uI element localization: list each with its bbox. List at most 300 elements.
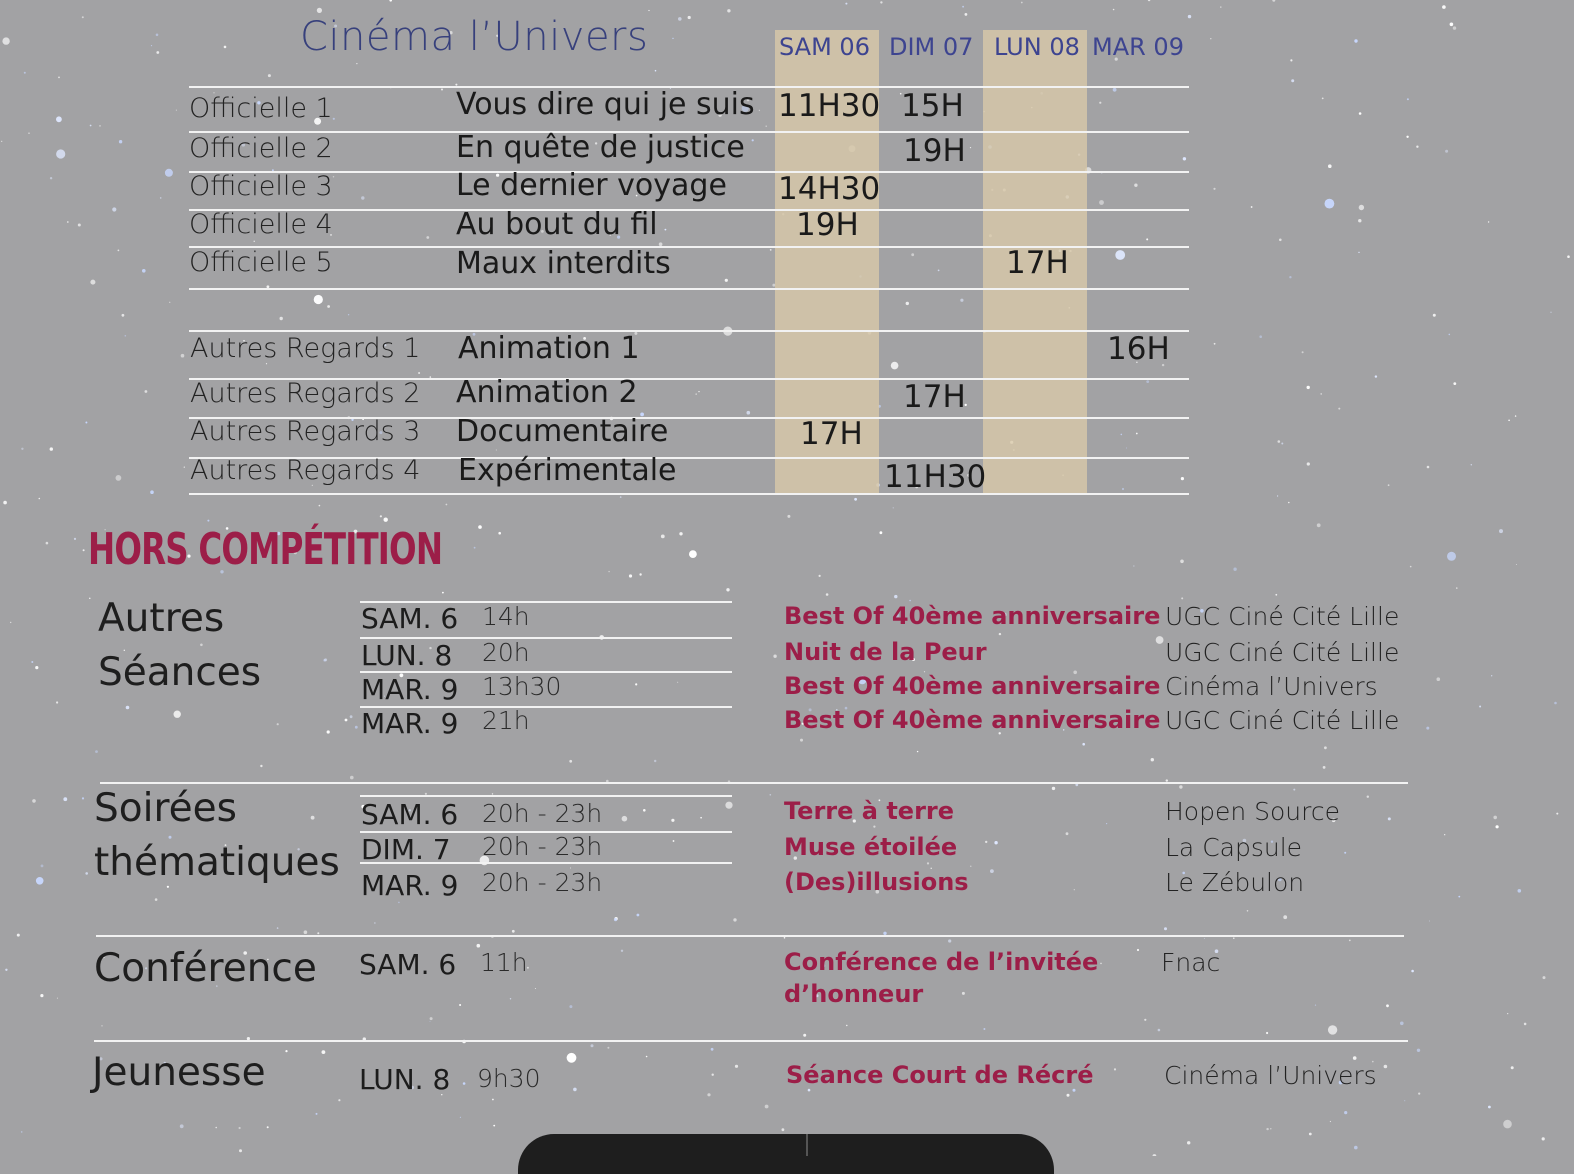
star (1429, 921, 1430, 922)
star (787, 515, 790, 518)
star (1156, 636, 1164, 644)
star (1213, 188, 1215, 190)
star (1427, 466, 1430, 469)
star (426, 236, 429, 239)
star (629, 574, 632, 577)
event-title: Best Of 40ème anniversaire (784, 706, 1161, 734)
star (1188, 15, 1191, 18)
event-date: MAR. 9 (361, 707, 459, 740)
star (1524, 1023, 1527, 1026)
star (498, 532, 501, 535)
star (1290, 59, 1292, 61)
star (1507, 1013, 1508, 1014)
star (1375, 375, 1377, 377)
star (845, 3, 847, 5)
star (512, 930, 515, 933)
star (1136, 433, 1138, 435)
star (57, 998, 58, 999)
star (165, 169, 173, 177)
star (622, 816, 628, 822)
star (1447, 552, 1456, 561)
event-date: SAM. 6 (361, 602, 459, 635)
group-title-soirees-thematiques: Soirées thématiques (94, 786, 340, 885)
star (82, 16, 84, 18)
star (122, 314, 125, 317)
star (156, 51, 159, 54)
star (1137, 949, 1139, 951)
star (41, 865, 44, 868)
star (267, 1126, 269, 1128)
section-divider (96, 935, 1404, 937)
star (970, 866, 971, 867)
star (374, 922, 375, 923)
star (1146, 238, 1148, 240)
star (1411, 970, 1414, 973)
star (678, 17, 682, 21)
star (1493, 816, 1497, 820)
star (1433, 314, 1436, 317)
star (962, 6, 964, 8)
star (1121, 434, 1123, 436)
star (207, 520, 209, 522)
star (1146, 380, 1149, 383)
star (1388, 817, 1391, 820)
showtime: 11H30 (884, 459, 987, 495)
group-rule (360, 795, 732, 797)
star (698, 391, 699, 392)
star (1100, 963, 1102, 965)
group-title-conference: Conférence (94, 946, 317, 991)
showtime: 17H (1006, 245, 1069, 281)
star (671, 819, 674, 822)
star (752, 139, 754, 141)
star (1511, 1066, 1514, 1069)
star (983, 1028, 985, 1030)
star (1220, 6, 1221, 7)
star (1543, 976, 1546, 979)
star (1323, 766, 1326, 769)
event-time: 20h - 23h (482, 832, 603, 861)
star (277, 723, 279, 725)
event-venue: Fnac (1161, 948, 1221, 977)
event-time: 20h (482, 638, 530, 667)
star (643, 809, 646, 812)
bottom-bar-divider (806, 1134, 808, 1156)
star (673, 840, 675, 842)
star (1272, 0, 1275, 2)
star (82, 797, 84, 799)
star (442, 592, 444, 594)
star (10, 622, 11, 623)
star (356, 63, 357, 64)
star (733, 918, 736, 921)
star (176, 110, 177, 111)
star (314, 295, 323, 304)
event-time: 20h - 23h (482, 799, 603, 828)
star (803, 1034, 806, 1037)
star (46, 542, 49, 545)
event-time: 11h (480, 948, 528, 977)
star (89, 598, 90, 599)
star (1358, 219, 1361, 222)
star (1, 141, 2, 142)
star (116, 475, 122, 481)
star (826, 593, 829, 596)
star (150, 490, 154, 494)
star (1518, 889, 1522, 893)
star (384, 518, 388, 522)
event-time: 9h30 (477, 1064, 541, 1093)
event-date: MAR. 9 (361, 869, 459, 902)
star (1444, 834, 1445, 835)
showtime: 19H (796, 207, 859, 243)
star (1052, 787, 1055, 790)
star (648, 10, 649, 11)
star (39, 498, 41, 500)
star (1106, 823, 1107, 824)
star (324, 658, 327, 661)
star (350, 715, 353, 718)
star (430, 1021, 431, 1022)
star (1210, 38, 1211, 39)
star (441, 89, 443, 91)
star (1328, 1025, 1337, 1034)
star (819, 575, 821, 577)
star (1187, 1141, 1190, 1144)
star (1515, 415, 1516, 416)
star (735, 1065, 738, 1068)
star (938, 270, 940, 272)
star (280, 317, 283, 320)
star (1386, 1004, 1389, 1007)
star (1499, 529, 1503, 533)
star (285, 1050, 287, 1052)
star (567, 1053, 577, 1063)
star (655, 70, 657, 72)
star (707, 1093, 710, 1096)
event-date: LUN. 8 (361, 639, 453, 672)
table-rule (189, 493, 1189, 495)
star (85, 872, 88, 875)
event-time: 20h - 23h (482, 868, 603, 897)
star (1367, 796, 1369, 798)
star (67, 221, 69, 223)
star (142, 269, 146, 273)
star (327, 305, 330, 308)
star (999, 633, 1001, 635)
star (894, 595, 897, 598)
star (50, 177, 52, 179)
star (569, 760, 572, 763)
star (637, 914, 640, 917)
event-date: DIM. 7 (361, 833, 451, 866)
star (646, 1056, 648, 1058)
star (970, 147, 971, 148)
star (174, 711, 181, 718)
star (672, 38, 673, 39)
star (1309, 1133, 1312, 1136)
star (477, 944, 481, 948)
star (1404, 1100, 1405, 1101)
star (1359, 205, 1364, 210)
showtime: 11H30 (778, 88, 881, 124)
star (56, 149, 65, 158)
event-venue: UGC Ciné Cité Lille (1165, 602, 1400, 631)
star (689, 550, 697, 558)
star (155, 898, 158, 901)
star (1338, 408, 1340, 410)
star (90, 125, 92, 127)
star (727, 9, 730, 12)
star (224, 46, 227, 49)
star (460, 1117, 461, 1118)
table-rule (189, 330, 1189, 332)
event-venue: Le Zébulon (1165, 868, 1305, 897)
star (1181, 477, 1184, 480)
star (782, 1128, 785, 1131)
star (319, 505, 321, 507)
star (1442, 5, 1446, 9)
star (260, 765, 262, 767)
star (854, 498, 857, 501)
star (119, 140, 122, 143)
star (90, 280, 95, 285)
star (169, 302, 170, 303)
star (1344, 1111, 1347, 1114)
star (32, 799, 36, 803)
star (1550, 312, 1551, 313)
day-header-sam: SAM 06 (779, 33, 870, 61)
star (1496, 825, 1499, 828)
star (3, 501, 7, 505)
star (1349, 940, 1351, 942)
star (215, 1127, 217, 1129)
star (40, 994, 43, 997)
star (608, 571, 609, 572)
star (418, 372, 420, 374)
star (493, 1125, 495, 1127)
star (654, 760, 656, 762)
star (1344, 852, 1346, 854)
star (607, 1047, 609, 1049)
event-title: Best Of 40ème anniversaire (784, 602, 1161, 630)
star (1410, 566, 1412, 568)
star (380, 515, 382, 517)
star (880, 1, 882, 3)
star (317, 8, 322, 13)
showtime: 16H (1107, 331, 1170, 367)
film-title: Au bout du fil (456, 207, 658, 242)
star (17, 934, 20, 937)
star (184, 467, 185, 468)
event-venue: UGC Ciné Cité Lille (1165, 638, 1400, 667)
star (277, 927, 279, 929)
star (345, 719, 348, 722)
event-title: Nuit de la Peur (784, 638, 987, 666)
star (917, 751, 918, 752)
star (1417, 1049, 1420, 1052)
star (63, 797, 67, 801)
star (1445, 150, 1448, 153)
star (1293, 789, 1295, 791)
event-date: MAR. 9 (361, 673, 459, 706)
star (317, 932, 319, 934)
star (1503, 1120, 1512, 1129)
star (726, 588, 729, 591)
star (1479, 706, 1481, 708)
star (695, 393, 697, 395)
star (700, 817, 702, 819)
film-title: Documentaire (456, 414, 669, 449)
star (960, 299, 963, 302)
star (1279, 239, 1282, 242)
star (712, 1074, 714, 1076)
star (1113, 88, 1117, 92)
star (591, 1044, 594, 1047)
star (31, 661, 33, 663)
category-label: Officielle 5 (189, 247, 333, 278)
film-title: Maux interdits (456, 246, 671, 281)
star (322, 1050, 326, 1054)
star (1283, 915, 1287, 919)
star (1426, 727, 1429, 730)
category-label: Autres Regards 1 (190, 333, 421, 364)
star (21, 1131, 23, 1133)
star (1289, 276, 1291, 278)
star (361, 196, 364, 199)
star (492, 1099, 494, 1101)
event-venue: UGC Ciné Cité Lille (1165, 706, 1400, 735)
star (1471, 464, 1472, 465)
star (463, 1082, 466, 1085)
star (1554, 702, 1557, 705)
star (906, 302, 909, 305)
star (1115, 250, 1125, 260)
event-title: Séance Court de Récré (786, 1061, 1094, 1089)
star (948, 939, 951, 942)
event-date: SAM. 6 (361, 798, 459, 831)
star (21, 448, 23, 450)
star (965, 13, 968, 16)
star (1266, 1128, 1268, 1130)
star (677, 682, 678, 683)
star (83, 549, 85, 551)
film-title: Animation 2 (456, 375, 638, 410)
star (1099, 200, 1104, 205)
star (316, 1113, 318, 1115)
star (1277, 495, 1278, 496)
star (101, 1025, 102, 1026)
star (338, 1099, 340, 1101)
star (496, 450, 497, 451)
star (145, 390, 148, 393)
star (770, 249, 772, 251)
star (478, 525, 482, 529)
star (891, 362, 899, 370)
star (614, 918, 617, 921)
star (333, 118, 335, 120)
star (1148, 0, 1150, 1)
day-header-dim: DIM 07 (889, 33, 974, 61)
star (1181, 597, 1183, 599)
category-label: Autres Regards 2 (190, 378, 421, 409)
star (35, 666, 38, 669)
star (151, 45, 152, 46)
star (725, 802, 732, 809)
star (1407, 98, 1409, 100)
event-title: Muse étoilée (784, 833, 958, 861)
star (1418, 1093, 1420, 1095)
star (1259, 335, 1262, 338)
star (85, 422, 87, 424)
star (1488, 1106, 1491, 1109)
star (389, 0, 392, 2)
star (333, 176, 334, 177)
star (1180, 560, 1184, 564)
star (1164, 927, 1167, 930)
star (1233, 568, 1236, 571)
star (1324, 746, 1327, 749)
star (569, 1005, 572, 1008)
event-time: 14h (482, 602, 530, 631)
star (1302, 351, 1304, 353)
star (50, 447, 53, 450)
star (800, 739, 803, 742)
star (510, 998, 511, 999)
star (1214, 343, 1216, 345)
star (327, 730, 330, 733)
star (1328, 164, 1332, 168)
showtime: 19H (903, 133, 966, 169)
star (1281, 443, 1283, 445)
table-rule (189, 209, 1189, 211)
star (1270, 1128, 1271, 1129)
star (994, 841, 997, 844)
star (1456, 587, 1457, 588)
star (1358, 252, 1359, 253)
star (126, 706, 130, 710)
star (2, 37, 9, 44)
star (620, 496, 622, 498)
star (1556, 813, 1558, 815)
star (1449, 334, 1451, 336)
venue-title: Cinéma l’Univers (300, 14, 649, 60)
category-label: Officielle 2 (189, 133, 333, 164)
star (1275, 594, 1277, 596)
star (118, 250, 120, 252)
star (1183, 157, 1186, 160)
group-title-jeunesse: Jeunesse (92, 1050, 266, 1095)
star (74, 538, 76, 540)
star (24, 72, 26, 74)
star (1126, 448, 1127, 449)
film-title: Vous dire qui je suis (456, 87, 755, 122)
star (1354, 39, 1357, 42)
star (1542, 1137, 1545, 1140)
star (535, 988, 536, 989)
star (28, 133, 29, 134)
star (180, 1124, 184, 1128)
star (688, 16, 691, 19)
group-title-autres-seances: Autres Séances (98, 596, 262, 695)
star (112, 207, 116, 211)
star (1406, 136, 1408, 138)
star (747, 411, 751, 415)
film-title: Le dernier voyage (456, 168, 727, 203)
star (765, 1105, 769, 1109)
star (846, 1025, 847, 1026)
star (1082, 743, 1085, 746)
